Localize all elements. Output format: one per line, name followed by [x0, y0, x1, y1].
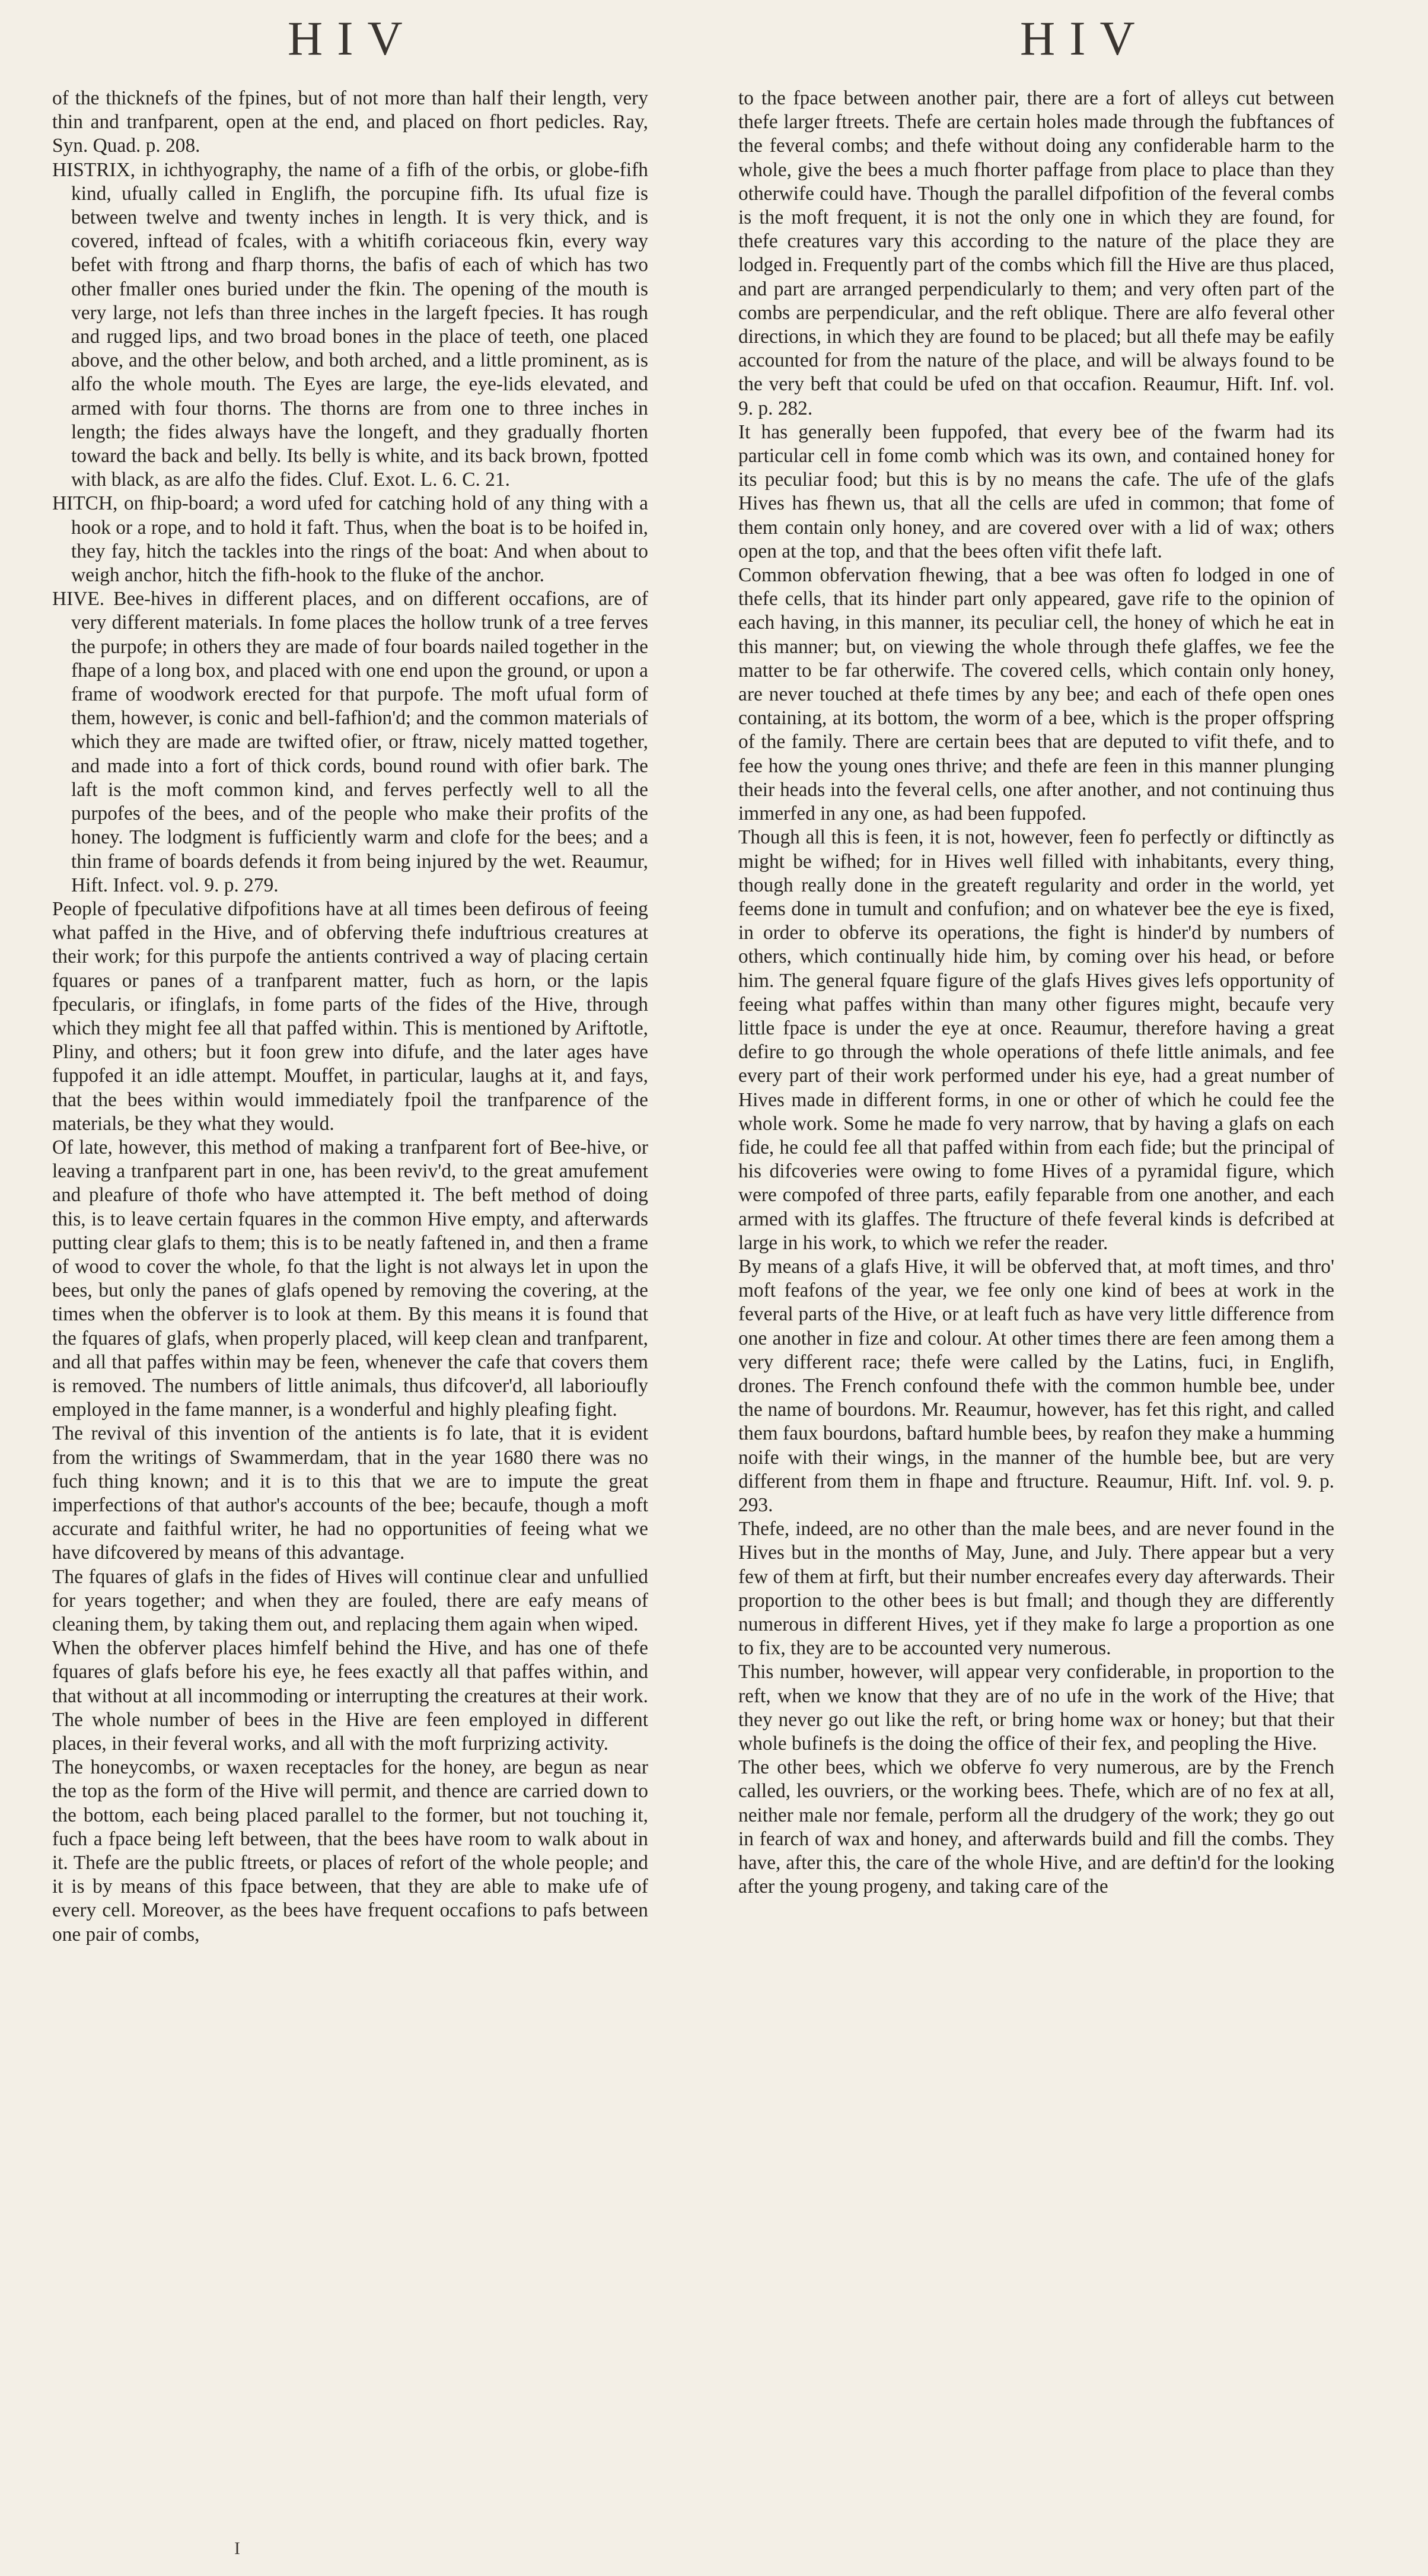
paragraph: Of late, however, this method of making a tranfparent fort of Bee-hive, or leaving a tranfparent part in one, has been reviv'd, to the great amufement and pleafure of thofe who have attempted it. The beft method of doing this, is to leave certain fquares in the common Hive empty, and afterwards putting clear glafs to them; this is to be neatly faftened in, and then a frame of wood to cover the whole, fo that the light is not always let in upon the bees, but only the panes of glafs opened by removing the covering, at the times when the obferver is to look at them. By this means it is found that the fquares of glafs, when properly placed, will keep clean and tranfparent, and all that paffes within may be feen, whenever the cafe that covers them is removed. The numbers of little animals, thus difcover'd, all laborioufly employed in the fame manner, is a wonderful and highly pleafing fight.	[52, 1136, 648, 1421]
running-head-right: HIV	[1020, 11, 1149, 65]
page-header	[0, 6, 1428, 63]
dictionary-entry: HITCH, on fhip-board; a word ufed for catching hold of any thing with a hook or a rope, and to hold it faft. Thus, when the boat is to be hoifed in, they fay, hitch the tackles into the rings of the boat: And when about to weigh anchor, hitch the fifh-hook to the fluke of the anchor.	[52, 492, 648, 587]
paragraph: When the obferver places himfelf behind the Hive, and has one of thefe fquares of glafs before his eye, he fees exactly all that paffes within, and that without at all incommoding or interrupting the creatures at their work. The whole number of bees in the Hive are feen employed in different places, in their feveral works, and all with the moft furprizing activity.	[52, 1637, 648, 1755]
paragraph: to the fpace between another pair, there are a fort of alleys cut between thefe larger ftreets. Thefe are certain holes made through the fubftances of the feveral combs; and thefe without doing any confiderable harm to the whole, give the bees a much fhorter paffage from place to place than they otherwife could have. Though the parallel difpofition of the feveral combs is the moft frequent, it is not the only one in which they are found, for thefe creatures vary this according to the nature of the place they are lodged in. Frequently part of the combs which fill the Hive are thus placed, and part are arranged perpendicularly to them; and very often part of the combs are perpendicular, and the reft oblique. There are alfo feveral other directions, in which they are found to be placed; but all thefe may be eafily accounted for from the nature of the place, and will be always found to be the very beft that could be ufed on that occafion. Reaumur, Hift. Inf. vol. 9. p. 282.	[738, 87, 1334, 419]
paragraph: It has generally been fuppofed, that every bee of the fwarm had its particular cell in fome comb which was its own, and contained honey for its peculiar food; but this is by no means the cafe. The ufe of the glafs Hives has fhewn us, that all the cells are ufed in common; that fome of them contain only honey, and are covered over with a lid of wax; others open at the top, and that the bees often vifit thefe laft.	[738, 421, 1334, 562]
paragraph: Common obfervation fhewing, that a bee was often fo lodged in one of thefe cells, that its hinder part only appeared, gave rife to the opinion of each having, in this manner, its peculiar cell, the honey of which he eat in this manner; but, on viewing the whole through thefe glaffes, we fee the matter to be far otherwife. The covered cells, which contain only honey, are never touched at thefe times by any bee; and each of thefe open ones containing, at its bottom, the worm of a bee, which is the proper offspring of the family. There are certain bees that are deputed to vifit thefe, and to fee how the young ones thrive; and thefe are feen in this manner plunging their heads into the feveral cells, one after another, and not continuing thus immerfed in any one, as had been fuppofed.	[738, 564, 1334, 825]
left-column	[52, 87, 648, 2548]
signature-mark: I	[234, 2539, 240, 2558]
paragraph: of the thicknefs of the fpines, but of not more than half their length, very thin and tranfparent, open at the end, and placed on fhort pedicles. Ray, Syn. Quad. p. 208.	[52, 87, 648, 157]
right-column	[738, 87, 1334, 2548]
paragraph: People of fpeculative difpofitions have at all times been defirous of feeing what paffed in the Hive, and of obferving thefe induftrious creatures at their work; for this purpofe the antients contrived a way of placing certain fquares or panes of a tranfparent matter, fuch as horn, or the lapis fpecularis, or ifinglafs, in fome parts of the fides of the Hive, through which they might fee all that paffed within. This is mentioned by Ariftotle, Pliny, and others; but it foon grew into difufe, and the later ages have fuppofed it an idle attempt. Mouffet, in particular, laughs at it, and fays, that the bees within would immediately fpoil the tranfparence of the materials, be they what they would.	[52, 897, 648, 1135]
paragraph: The revival of this invention of the antients is fo late, that it is evident from the writings of Swammerdam, that in the year 1680 there was no fuch thing known; and it is to this that we are to impute the great imperfections of that author's accounts of the bee; becaufe, though a moft accurate and faithful writer, he had no opportunities of feeing what we have difcovered by means of this advantage.	[52, 1422, 648, 1564]
paragraph: Though all this is feen, it is not, however, feen fo perfectly or diftinctly as might be wifhed; for in Hives well filled with inhabitants, every thing, though really done in the greateft regularity and order in the world, yet feems done in tumult and confufion; and on whatever bee the eye is fixed, in order to obferve its operations, the fight is hinder'd by numbers of others, which continually hide him, by coming over his head, or before him. The general fquare figure of the glafs Hives gives lefs opportunity of feeing what paffes within than many other figures might, becaufe very little fpace is under the eye at once. Reaumur, therefore having a great defire to go through the whole operations of thefe little animals, and fee every part of their work performed under his eye, had a great number of Hives made in different forms, in one or other of which he could fee the whole work. Some he made fo very narrow, that by having a glafs on each fide, he could fee all that paffed within from each fide; but the principal of his difcoveries were owing to fome Hives of a pyramidal figure, which were compofed of three parts, eafily feparable from one another, and each armed with its glaffes. The ftructure of thefe feveral kinds is defcribed at large in his work, to which we refer the reader.	[738, 826, 1334, 1254]
paragraph: This number, however, will appear very confiderable, in proportion to the reft, when we know that they are of no ufe in the work of the Hive; that they never go out like the reft, or bring home wax or honey; but that their whole bufinefs is the doing the office of their fex, and peopling the Hive.	[738, 1661, 1334, 1755]
dictionary-entry: HIVE. Bee-hives in different places, and on different occafions, are of very different materials. In fome places the hollow trunk of a tree ferves the purpofe; in others they are made of four boards nailed together in the fhape of a long box, and placed with one end upon the ground, or upon a frame of woodwork erected for that purpofe. The moft ufual form of them, however, is conic and bell-fafhion'd; and the common materials of which they are made are twifted ofier, or ftraw, nicely matted together, and made into a fort of thick cords, bound round with ofier bark. The laft is the moft common kind, and ferves perfectly well to all the purpofes of the bees, and of the people who make their profits of the honey. The lodgment is fufficiently warm and clofe for the bees; and a thin frame of boards defends it from being injured by the wet. Reaumur, Hift. Infect. vol. 9. p. 279.	[52, 588, 648, 896]
paragraph: The fquares of glafs in the fides of Hives will continue clear and unfullied for years together; and when they are fouled, there are eafy means of cleaning them, by taking them out, and replacing them again when wiped.	[52, 1565, 648, 1635]
paragraph: Thefe, indeed, are no other than the male bees, and are never found in the Hives but in the months of May, June, and July. There appear but a very few of them at firft, but their number encreafes every day afterwards. Their proportion to the other bees is but fmall; and though they are differently numerous in different Hives, yet if they make fo large a proportion as one to fix, they are to be accounted very numerous.	[738, 1518, 1334, 1660]
paragraph: The honeycombs, or waxen receptacles for the honey, are begun as near the top as the form of the Hive will permit, and thence are carried down to the bottom, each being placed parallel to the former, but not touching it, fuch a fpace being left between, that the bees have room to walk about in it. Thefe are the public ftreets, or places of refort of the whole people; and it is by means of this fpace between, that they are able to make ufe of every cell. Moreover, as the bees have frequent occafions to pafs between one pair of combs,	[52, 1756, 648, 1945]
dictionary-entry: HISTRIX, in ichthyography, the name of a fifh of the orbis, or globe-fifh kind, ufually called in Englifh, the porcupine fifh. Its ufual fize is between twelve and twenty inches in length. It is very thick, and is covered, inftead of fcales, with a whitifh coriaceous fkin, every way befet with ftrong and fharp thorns, the bafis of each of which has two other fmaller ones buried under the fkin. The opening of the mouth is very large, not lefs than three inches in the largeft fpecies. It has rough and rugged lips, and two broad bones in the place of teeth, one placed above, and the other below, and both arched, and a little prominent, as is alfo the whole mouth. The Eyes are large, the eye-lids elevated, and armed with four thorns. The thorns are from one to three inches in length; the fides always have the longeft, and they gradually fhorten toward the back and belly. Its belly is white, and its back brown, fpotted with black, as are alfo the fides. Cluf. Exot. L. 6. C. 21.	[52, 158, 648, 491]
paragraph: The other bees, which we obferve fo very numerous, are by the French called, les ouvriers, or the working bees. Thefe, which are of no fex at all, neither male nor female, perform all the drudgery of the work; they go out in fearch of wax and honey, and afterwards build and fill the combs. They have, after this, the care of the whole Hive, and are deftin'd for the looking after the young progeny, and taking care of the	[738, 1756, 1334, 1898]
running-head-left: HIV	[288, 11, 417, 65]
paragraph: By means of a glafs Hive, it will be obferved that, at moft times, and thro' moft feafons of the year, we fee only one kind of bees at work in the feveral parts of the Hive, or at leaft fuch as have very little difference from one another in fize and colour. At other times there are feen among them a very different race; thefe were called by the Latins, fuci, in Englifh, drones. The French confound thefe with the common humble bee, under the name of bourdons. Mr. Reaumur, however, has fet this right, and called them faux bourdons, baftard humble bees, by reafon they make a humming noife with their wings, in the manner of the humble bee, but are very different from them in fhape and ftructure. Reaumur, Hift. Inf. vol. 9. p. 293.	[738, 1255, 1334, 1516]
